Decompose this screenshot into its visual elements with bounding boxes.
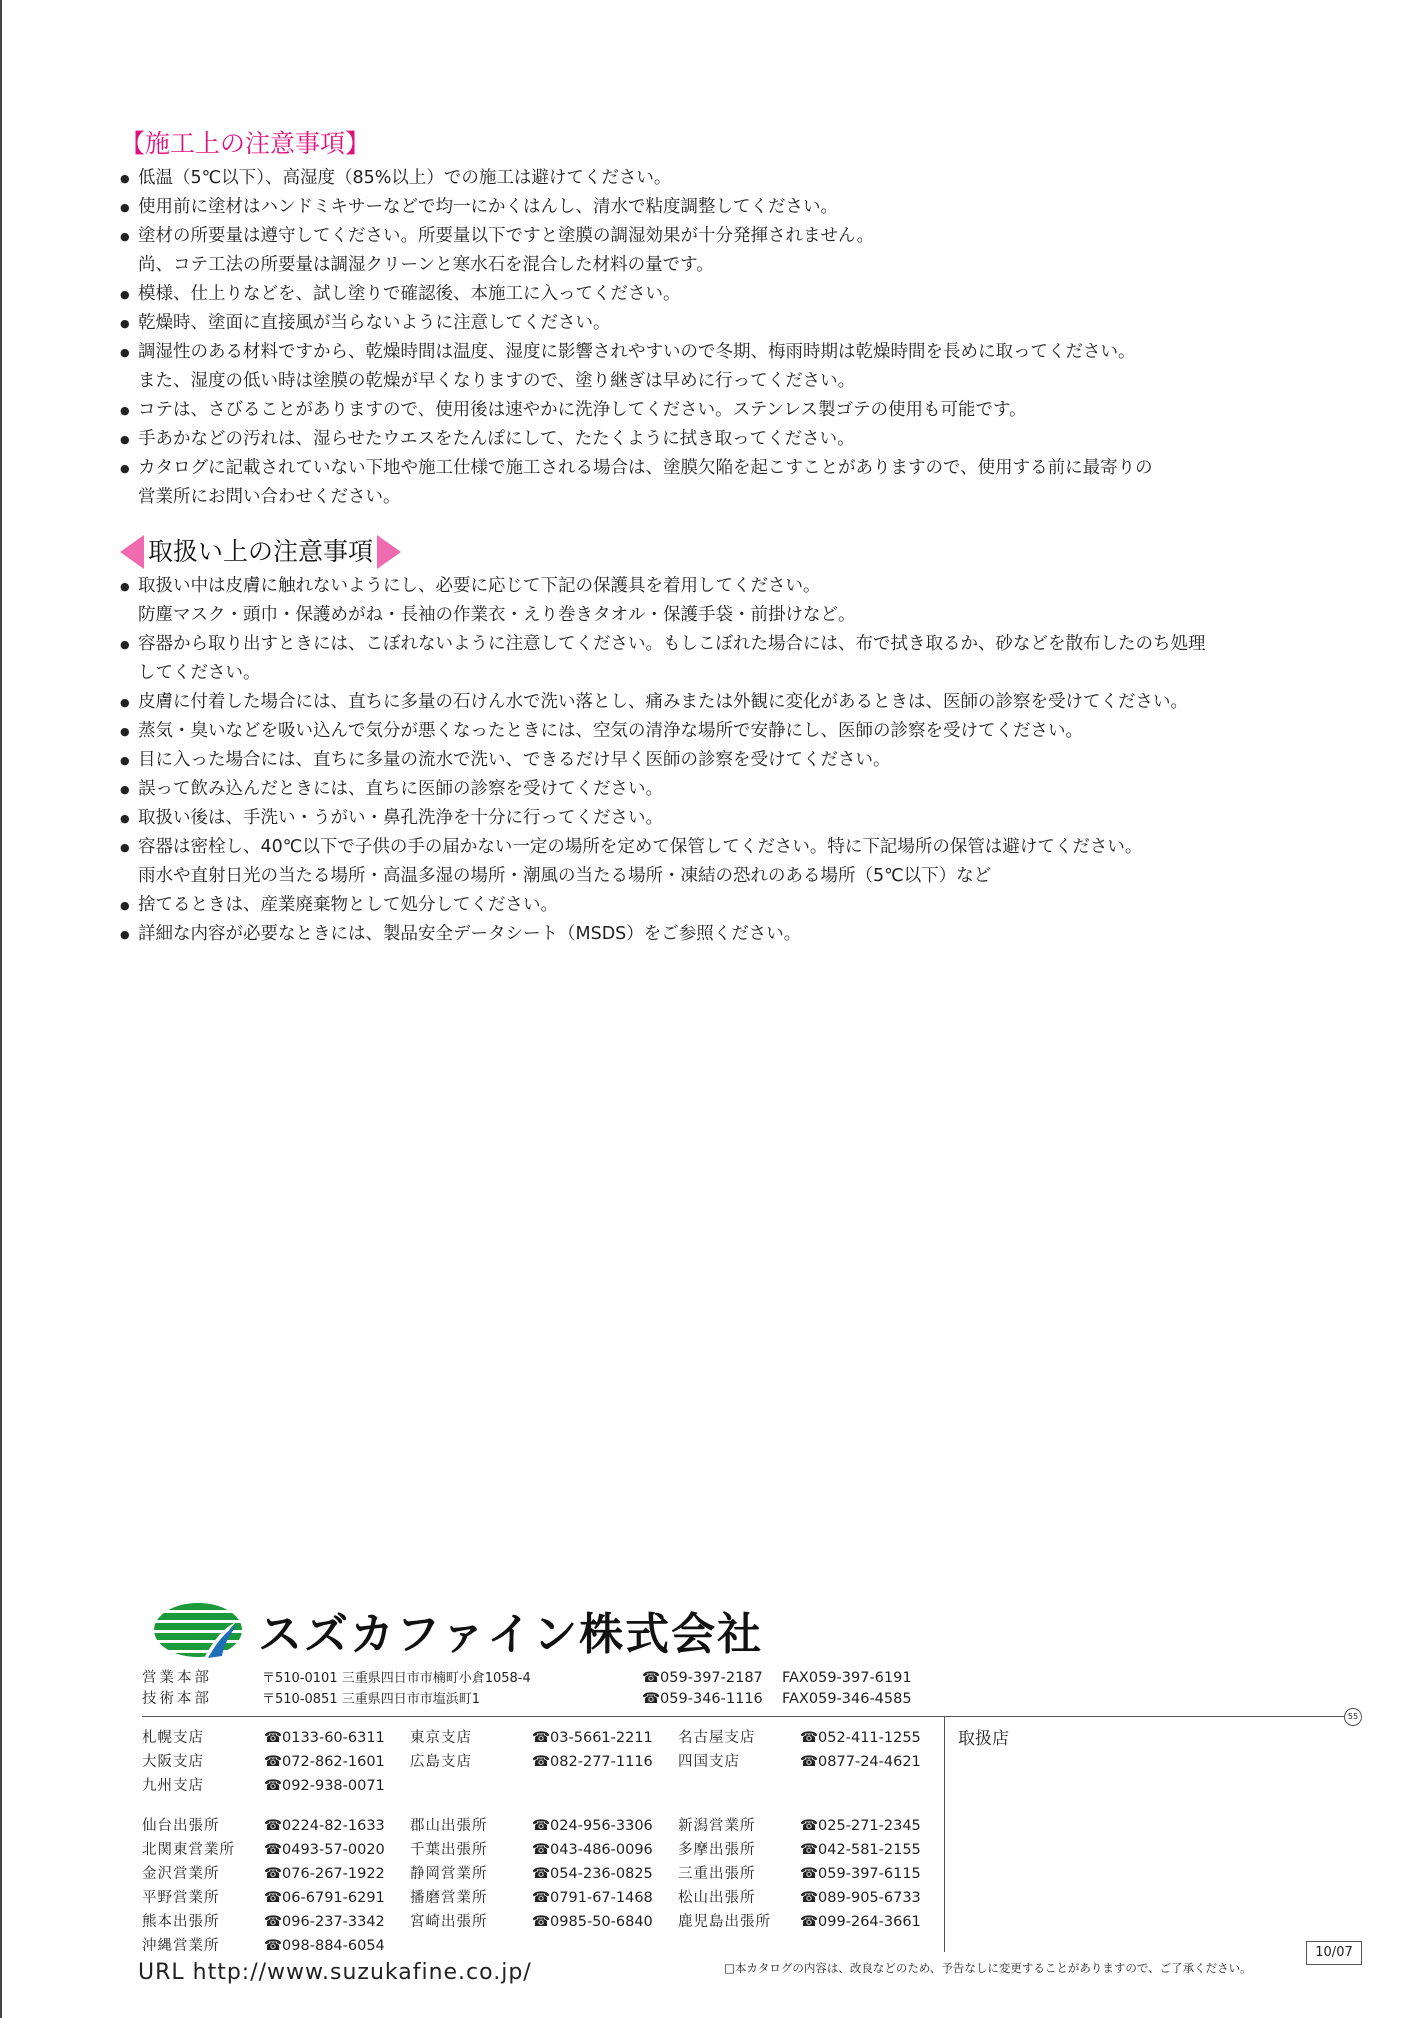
note-item xyxy=(120,717,1300,746)
note-line: ● 低温（5℃以下）、高湿度（85%以上）での施工は避けてください。 xyxy=(138,168,672,188)
note-line: ● 誤って飲み込んだときには、直ちに医師の診察を受けてください。 xyxy=(138,779,663,799)
note-line: ● 容器は密栓し、40℃以下で子供の手の届かない一定の場所を定めて保管してください。特に下記場所の保管は避けてください。 xyxy=(138,837,1143,857)
office-tel: ☎098-884-6054 xyxy=(264,1938,385,1954)
note-item xyxy=(120,572,1300,630)
note-item xyxy=(120,454,1300,512)
handling-notes-heading xyxy=(120,532,1300,572)
office-tel: ☎0224-82-1633 xyxy=(264,1818,385,1834)
office-tel: ☎03-5661-2211 xyxy=(532,1730,653,1746)
company-url: URL http://www.suzukafine.co.jp/ xyxy=(138,1960,532,1985)
note-item xyxy=(120,833,1300,891)
office-row xyxy=(142,1750,946,1774)
construction-notes-heading: 【施工上の注意事項】 xyxy=(120,129,371,158)
note-line: 雨水や直射日光の当たる場所・高温多湿の場所・潮風の当たる場所・凍結の恐れのある場所（5℃以下）など xyxy=(138,866,992,886)
note-line: ● 模様、仕上りなどを、試し塗りで確認後、本施工に入ってください。 xyxy=(138,284,681,304)
hq-tel: ☎059-346-1116 xyxy=(642,1691,763,1707)
office-tel: ☎0791-67-1468 xyxy=(532,1890,653,1906)
office-tel: ☎0133-60-6311 xyxy=(264,1730,385,1746)
office-name: 仙台出張所 xyxy=(142,1818,220,1834)
handling-notes-heading-text: 取扱い上の注意事項 xyxy=(148,537,374,566)
note-line: ● 手あかなどの汚れは、湿らせたウエスをたんぽにして、たたくように拭き取ってください。 xyxy=(138,429,855,449)
office-name: 大阪支店 xyxy=(142,1754,204,1770)
note-item xyxy=(120,746,1300,775)
office-tel: ☎0877-24-4621 xyxy=(800,1754,921,1770)
office-row xyxy=(142,1862,946,1886)
note-line: ● 塗材の所要量は遵守してください。所要量以下ですと塗膜の調湿効果が十分発揮されません。 xyxy=(138,226,875,246)
office-name: 東京支店 xyxy=(410,1730,472,1746)
office-tel: ☎06-6791-6291 xyxy=(264,1890,385,1906)
note-line: ● 蒸気・臭いなどを吸い込んで気分が悪くなったときには、空気の清浄な場所で安静にし、医師の診察を受けてください。 xyxy=(138,721,1083,741)
office-name: 札幌支店 xyxy=(142,1730,204,1746)
office-tel: ☎043-486-0096 xyxy=(532,1842,653,1858)
note-item xyxy=(120,193,1300,222)
office-tel: ☎054-236-0825 xyxy=(532,1866,653,1882)
note-line: また、湿度の低い時は塗膜の乾燥が早くなりますので、塗り継ぎは早めに行ってください。 xyxy=(138,371,856,391)
office-name: 松山出張所 xyxy=(678,1890,756,1906)
hq-name: 営業本部 xyxy=(142,1670,212,1686)
hq-address: 〒510-0101 三重県四日市市楠町小倉1058-4 xyxy=(262,1671,531,1686)
office-row xyxy=(142,1934,946,1958)
hq-address: 〒510-0851 三重県四日市市塩浜町1 xyxy=(262,1692,480,1707)
office-tel: ☎076-267-1922 xyxy=(264,1866,385,1882)
hq-tel: ☎059-397-2187 xyxy=(642,1670,763,1686)
note-line: ● 詳細な内容が必要なときには、製品安全データシート（MSDS）をご参照ください。 xyxy=(138,924,802,944)
note-item xyxy=(120,396,1300,425)
construction-notes-section xyxy=(120,124,1300,512)
office-name: 播磨営業所 xyxy=(410,1890,488,1906)
handling-notes-list xyxy=(120,572,1300,949)
note-item xyxy=(120,804,1300,833)
office-name: 平野営業所 xyxy=(142,1890,220,1906)
office-name: 千葉出張所 xyxy=(410,1842,488,1858)
catalog-disclaimer: □本カタログの内容は、改良などのため、予告なしに変更することがありますので、ご了承ください。 xyxy=(724,1961,1252,1975)
note-line: してください。 xyxy=(138,663,261,683)
construction-notes-list xyxy=(120,164,1300,512)
note-line: ● 使用前に塗材はハンドミキサーなどで均一にかくはんし、清水で粘度調整してください。 xyxy=(138,197,838,217)
office-tel: ☎042-581-2155 xyxy=(800,1842,921,1858)
hq-row xyxy=(142,1689,932,1710)
note-line: ● 捨てるときは、産業廃棄物として処分してください。 xyxy=(138,895,558,915)
company-logo xyxy=(152,1600,763,1660)
note-item xyxy=(120,309,1300,338)
note-line: ● 容器から取り出すときには、こぼれないように注意してください。もしこぼれた場合には、布で拭き取るか、砂などを散布したのち処理 xyxy=(138,634,1206,654)
office-directory xyxy=(142,1726,946,1958)
catalog-version: 10/07 xyxy=(1306,1941,1362,1965)
hq-row xyxy=(142,1668,932,1689)
office-tel: ☎099-264-3661 xyxy=(800,1914,921,1930)
office-row xyxy=(142,1838,946,1862)
note-line: ● コテは、さびることがありますので、使用後は速やかに洗浄してください。ステンレス製ゴテの使用も可能です。 xyxy=(138,400,1027,420)
note-line: ● 取扱い後は、手洗い・うがい・鼻孔洗浄を十分に行ってください。 xyxy=(138,808,663,828)
note-line: ● 調湿性のある材料ですから、乾燥時間は温度、湿度に影響されやすいので冬期、梅雨時期は乾燥時間を長めに取ってください。 xyxy=(138,342,1136,362)
triangle-left-icon xyxy=(120,535,144,569)
office-name: 郡山出張所 xyxy=(410,1818,488,1834)
office-name: 金沢営業所 xyxy=(142,1866,220,1882)
office-name: 宮崎出張所 xyxy=(410,1914,488,1930)
note-item xyxy=(120,425,1300,454)
note-line: ● 目に入った場合には、直ちに多量の流水で洗い、できるだけ早く医師の診察を受けてください。 xyxy=(138,750,891,770)
office-tel: ☎0493-57-0020 xyxy=(264,1842,385,1858)
note-item xyxy=(120,688,1300,717)
office-name: 多摩出張所 xyxy=(678,1842,756,1858)
office-tel: ☎096-237-3342 xyxy=(264,1914,385,1930)
office-name: 新潟営業所 xyxy=(678,1818,756,1834)
office-gap xyxy=(142,1798,946,1814)
triangle-right-icon xyxy=(377,535,401,569)
footer-divider xyxy=(142,1716,1360,1717)
note-item xyxy=(120,164,1300,193)
note-line: 営業所にお問い合わせください。 xyxy=(138,487,401,507)
note-line: ● 皮膚に付着した場合には、直ちに多量の石けん水で洗い落とし、痛みまたは外観に変化があるときは、医師の診察を受けてください。 xyxy=(138,692,1188,712)
office-name: 四国支店 xyxy=(678,1754,740,1770)
hq-fax: FAX059-346-4585 xyxy=(782,1691,912,1707)
office-name: 九州支店 xyxy=(142,1778,204,1794)
office-name: 広島支店 xyxy=(410,1754,472,1770)
page-mark: 55 xyxy=(1344,1708,1362,1726)
office-tel: ☎082-277-1116 xyxy=(532,1754,653,1770)
office-tel: ☎092-938-0071 xyxy=(264,1778,385,1794)
page-edge-rule xyxy=(0,0,2,2018)
office-name: 名古屋支店 xyxy=(678,1730,756,1746)
office-tel: ☎0985-50-6840 xyxy=(532,1914,653,1930)
note-line: ● 乾燥時、塗面に直接風が当らないように注意してください。 xyxy=(138,313,611,333)
handling-notes-section xyxy=(120,532,1300,949)
note-item xyxy=(120,891,1300,920)
note-line: 防塵マスク・頭巾・保護めがね・長袖の作業衣・えり巻きタオル・保護手袋・前掛けなど。 xyxy=(138,605,856,625)
office-tel: ☎089-905-6733 xyxy=(800,1890,921,1906)
office-name: 北関東営業所 xyxy=(142,1842,235,1858)
office-name: 沖縄営業所 xyxy=(142,1938,220,1954)
office-name: 熊本出張所 xyxy=(142,1914,220,1930)
note-item xyxy=(120,630,1300,688)
office-row xyxy=(142,1774,946,1798)
company-name: スズカファイン株式会社 xyxy=(258,1609,764,1660)
office-name: 鹿児島出張所 xyxy=(678,1914,771,1930)
office-row xyxy=(142,1910,946,1934)
note-line: ● カタログに記載されていない下地や施工仕様で施工される場合は、塗膜欠陥を起こすことがありますので、使用する前に最寄りの xyxy=(138,458,1153,478)
office-name: 三重出張所 xyxy=(678,1866,756,1882)
office-row xyxy=(142,1886,946,1910)
note-item xyxy=(120,920,1300,949)
note-item xyxy=(120,280,1300,309)
note-line: ● 取扱い中は皮膚に触れないようにし、必要に応じて下記の保護具を着用してください。 xyxy=(138,576,821,596)
hq-name: 技術本部 xyxy=(142,1691,212,1707)
office-name: 静岡営業所 xyxy=(410,1866,488,1882)
note-item xyxy=(120,222,1300,280)
note-item xyxy=(120,775,1300,804)
hq-fax: FAX059-397-6191 xyxy=(782,1670,912,1686)
company-logo-mark-icon xyxy=(152,1600,244,1660)
headquarters-contacts xyxy=(142,1668,932,1710)
office-tel: ☎052-411-1255 xyxy=(800,1730,921,1746)
dealer-label: 取扱店 xyxy=(958,1729,1009,1749)
office-tel: ☎024-956-3306 xyxy=(532,1818,653,1834)
note-item xyxy=(120,338,1300,396)
office-tel: ☎072-862-1601 xyxy=(264,1754,385,1770)
note-line: 尚、コテ工法の所要量は調湿クリーンと寒水石を混合した材料の量です。 xyxy=(138,255,714,275)
office-tel: ☎059-397-6115 xyxy=(800,1866,921,1882)
office-row xyxy=(142,1726,946,1750)
office-tel: ☎025-271-2345 xyxy=(800,1818,921,1834)
office-row xyxy=(142,1814,946,1838)
